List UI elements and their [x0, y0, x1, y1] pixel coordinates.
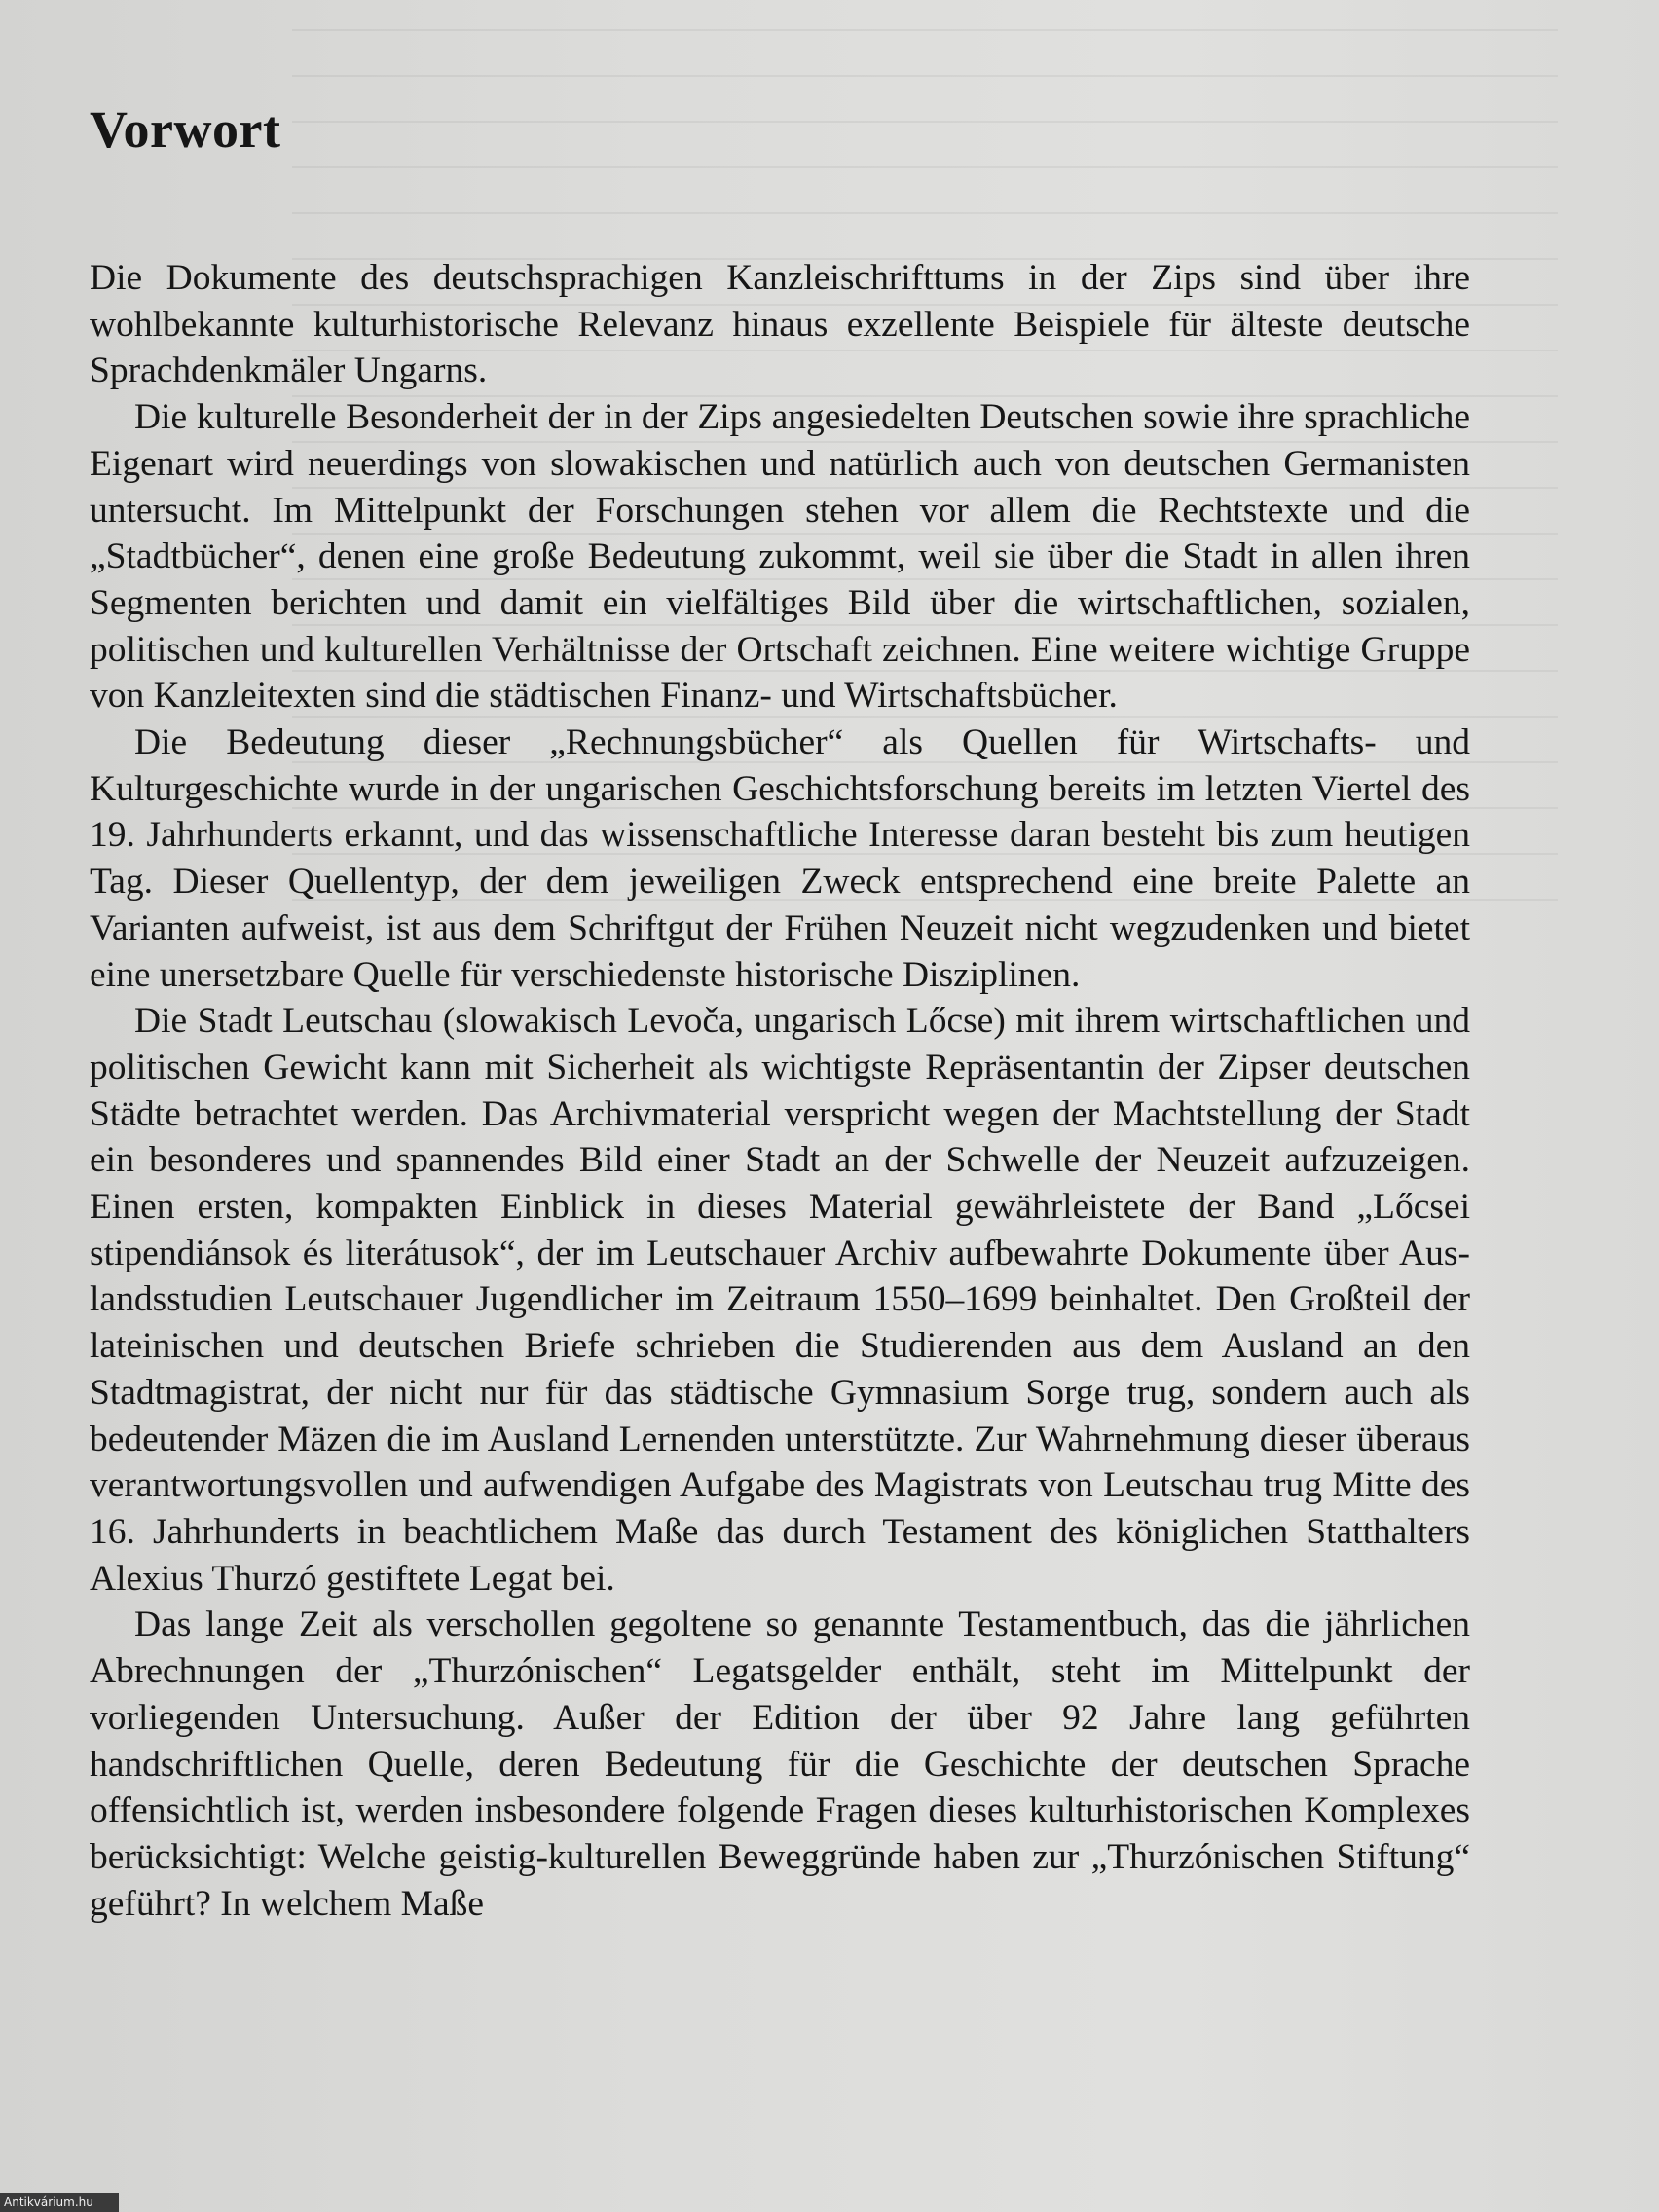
paragraph-4: Die Stadt Leutschau (slowakisch Levoča, ungarisch Lőcse) mit ihrem wirtschaftlichen und politischen Gewicht kann mit Sicherheit als wichtigste Repräsentantin der Zipser deutschen Städte betrachtet werden. Das Archivmaterial verspricht wegen der Machtstellung der Stadt ein besonderes und spannendes Bild einer Stadt an der Schwelle der Neuzeit aufzuzeigen. Einen ersten, kompakten Einblick in dieses Material gewährleistete der Band „Lőcsei stipendiánsok és literátusok“, der im Leutschauer Archiv aufbewahrte Dokumente über Auslandsstudien Leutschauer Jugendlicher im Zeitraum 1550–1699 beinhaltet. Den Großteil der lateinischen und deutschen Briefe schrieben die Studierenden aus dem Ausland an den Stadtmagistrat, der nicht nur für das städtische Gymnasium Sorge trug, sondern auch als bedeutender Mäzen die im Ausland Lernenden unterstützte. Zur Wahrnehmung dieser überaus verantwortungsvollen und aufwendigen Aufgabe des Magistrats von Leutschau trug Mitte des 16. Jahrhunderts in beachtlichem Maße das durch Testament des königlichen Statthalters Alexius Thurzó gestiftete Legat bei. — [90, 1001, 1470, 1599]
body-text — [90, 255, 1470, 1927]
paragraph-5: Das lange Zeit als verschollen gegoltene so genannte Testamentbuch, das die jährlichen Abrechnungen der „Thurzónischen“ Legatsgelder enthält, steht im Mittelpunkt der vorliegenden Untersuchung. Außer der Edition der über 92 Jahre lang geführten handschriftlichen Quelle, deren Bedeutung für die Geschichte der deutschen Sprache offensichtlich ist, werden insbesondere folgende Fragen dieses kulturhistorischen Komplexes berücksichtigt: Welche geistig-kulturellen Beweggründe haben zur „Thurzónischen Stiftung“ geführt? In welchem Maße — [90, 1604, 1470, 1924]
paragraph-2: Die kulturelle Besonderheit der in der Zips angesiedelten Deutschen sowie ihre sprachliche Eigenart wird neuerdings von slowakischen und natürlich auch von deutschen Germanisten untersucht. Im Mittelpunkt der Forschungen stehen vor allem die Rechtstexte und die „Stadtbücher“, denen eine große Bedeutung zukommt, weil sie über die Stadt in allen ihren Segmenten berichten und damit ein vielfältiges Bild über die wirtschaftlichen, sozialen, politischen und kulturellen Verhältnisse der Ortschaft zeichnen. Eine weitere wichtige Gruppe von Kanzleitexten sind die städtischen Finanz- und Wirtschaftsbücher. — [90, 397, 1470, 717]
paragraph-3: Die Bedeutung dieser „Rechnungsbücher“ als Quellen für Wirtschafts- und Kulturgeschichte wurde in der ungarischen Geschichtsforschung bereits im letzten Viertel des 19. Jahrhunderts erkannt, und das wissenschaftliche Interesse daran besteht bis zum heutigen Tag. Dieser Quellentyp, der dem jeweiligen Zweck entsprechend eine breite Palette an Varianten aufweist, ist aus dem Schriftgut der Frühen Neuzeit nicht wegzudenken und bietet eine unersetzbare Quelle für verschiedenste historische Disziplinen. — [90, 722, 1470, 995]
page-title: Vorwort — [90, 100, 281, 159]
watermark: Antikvárium.hu — [0, 2193, 119, 2212]
paragraph-1: Die Dokumente des deutschsprachigen Kanzleischrifttums in der Zips sind über ihre wohlbekannte kulturhistorische Relevanz hinaus exzellente Beispiele für älteste deutsche Sprachdenkmäler Ungarns. — [90, 258, 1470, 391]
